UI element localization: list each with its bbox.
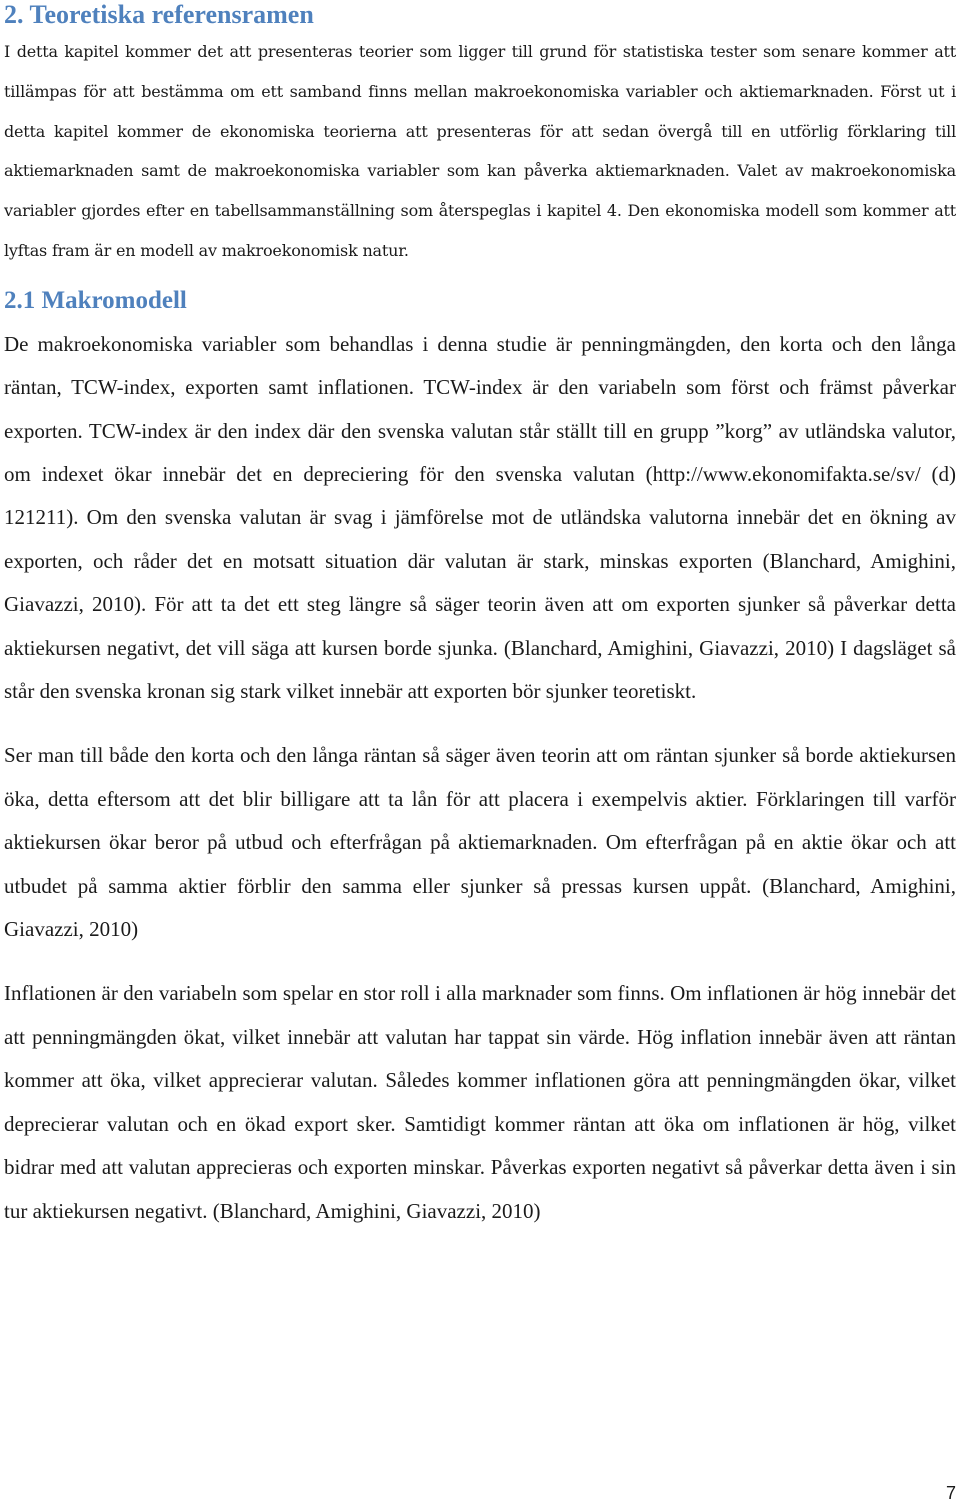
chapter-heading: 2. Teoretiska referensramen <box>4 0 314 29</box>
body-paragraph-3: Inflationen är den variabeln som spelar en stor roll i alla marknader som finns. Om inflationen är hög innebär det att penningmängden ökat, vilket innebär att valutan har tappat sin värde. Hög inflation innebär även att räntan kommer att öka, vilket apprecierar valutan. Således kommer inflationen göra att penningmängden ökar, vilket deprecierar valutan och en ökad export sker. Samtidigt kommer räntan att öka om inflationen är hög, vilket bidrar med att valutan apprecieras och exporten minskar. Påverkas exporten negativt så påverkar detta även i sin tur aktiekursen negativt. (Blanchard, Amighini, Giavazzi, 2010) <box>4 981 956 1223</box>
page-number: 7 <box>945 1483 956 1503</box>
document-page <box>4 0 956 1233</box>
section-heading: 2.1 Makromodell <box>4 286 187 314</box>
intro-paragraph: I detta kapitel kommer det att presenteras teorier som ligger till grund för statistiska tester som senare kommer att tillämpas för att bestämma om ett samband finns mellan makroekonomiska variabler och aktiemarknaden. Först ut i detta kapitel kommer de ekonomiska teorierna att presenteras för att sedan övergå till en utförlig förklaring till aktiemarknaden samt de makroekonomiska variabler som kan påverka aktiemarknaden. Valet av makroekonomiska variabler gjordes efter en tabellsammanställning som återspeglas i kapitel 4. Den ekonomiska modell som kommer att lyftas fram är en modell av makroekonomisk natur. <box>4 42 956 260</box>
body-paragraph-1: De makroekonomiska variabler som behandlas i denna studie är penningmängden, den korta och den långa räntan, TCW-index, exporten samt inflationen. TCW-index är den variabeln som först och främst påverkar exporten. TCW-index är den index där den svenska valutan står ställt till en grupp ”korg” av utländska valutor, om indexet ökar innebär det en depreciering för den svenska valutan (http://www.ekonomifakta.se/sv/ (d) 121211). Om den svenska valutan är svag i jämförelse mot de utländska valutorna innebär det en ökning av exporten, och råder det en motsatt situation där valutan är stark, minskas exporten (Blanchard, Amighini, Giavazzi, 2010). För att ta det ett steg längre så säger teorin även att om exporten sjunker så påverkar detta aktiekursen negativt, det vill säga att kursen borde sjunka. (Blanchard, Amighini, Giavazzi, 2010) I dagsläget så står den svenska kronan sig stark vilket innebär att exporten bör sjunker teoretiskt. <box>4 331 956 704</box>
body-paragraph-2: Ser man till både den korta och den långa räntan så säger även teorin att om räntan sjunker så borde aktiekursen öka, detta eftersom att det blir billigare att ta lån för att placera i exempelvis aktier. Förklaringen till varför aktiekursen ökar beror på utbud och efterfrågan på aktiemarknaden. Om efterfrågan på en aktie ökar och att utbudet på samma aktier förblir den samma eller sjunker så pressas kursen uppåt. (Blanchard, Amighini, Giavazzi, 2010) <box>4 743 956 942</box>
